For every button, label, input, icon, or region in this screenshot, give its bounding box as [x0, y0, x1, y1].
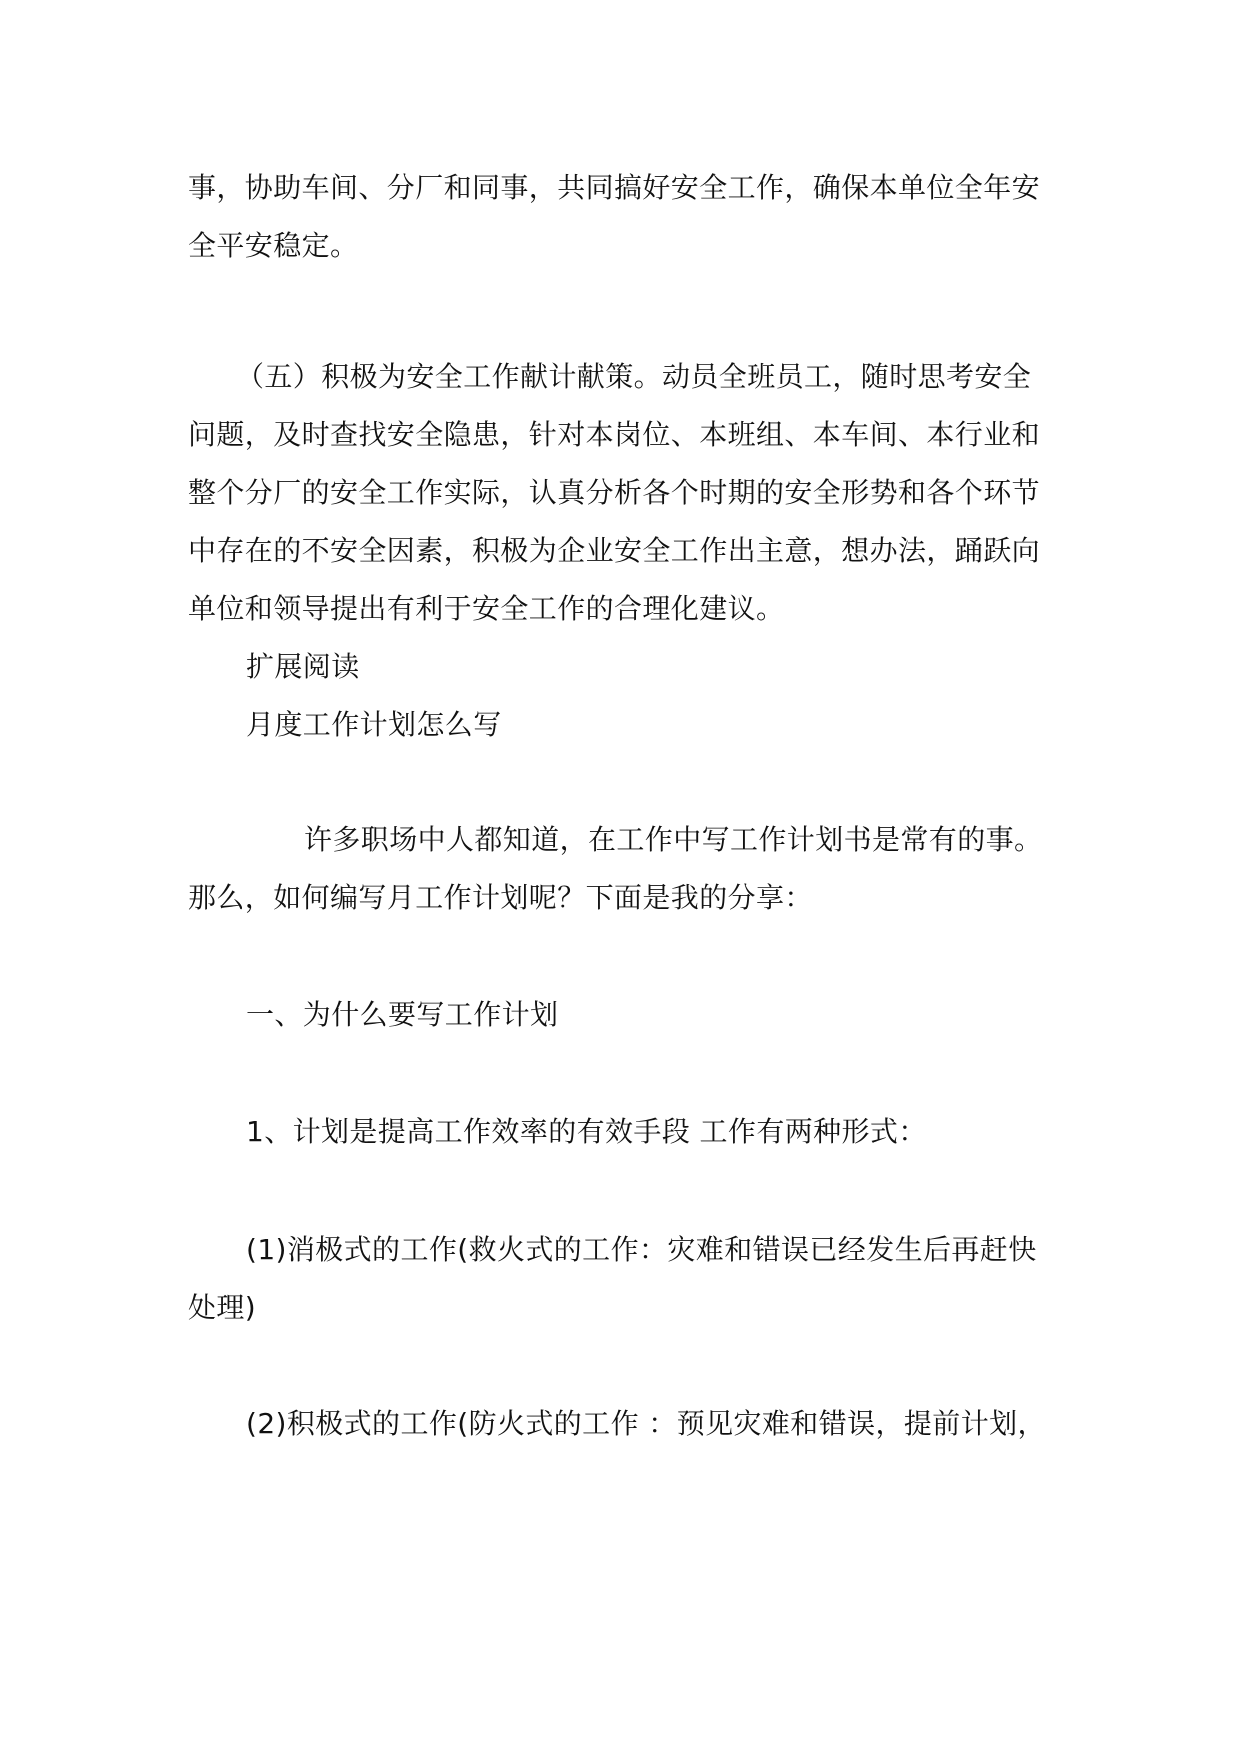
paragraph-line: 全平安稳定。 [188, 229, 359, 262]
paragraph-line: 单位和领导提出有利于安全工作的合理化建议。 [188, 592, 785, 625]
paragraph-line: 整个分厂的安全工作实际，认真分析各个时期的安全形势和各个环节 [188, 476, 1041, 509]
paragraph-line: 中存在的不安全因素，积极为企业安全工作出主意，想办法，踊跃向 [188, 534, 1041, 567]
paragraph-line: 处理) [188, 1291, 257, 1324]
paragraph-line: 那么，如何编写月工作计划呢？下面是我的分享： [188, 881, 813, 914]
section-heading: 一、为什么要写工作计划 [246, 998, 559, 1031]
paragraph-line: 许多职场中人都知道，在工作中写工作计划书是常有的事。 [304, 823, 1043, 856]
paragraph-line: (1)消极式的工作(救火式的工作：灾难和错误已经发生后再赶快 [246, 1233, 1037, 1266]
paragraph-line: 问题，及时查找安全隐患，针对本岗位、本班组、本车间、本行业和 [188, 418, 1041, 451]
paragraph-line: （五）积极为安全工作献计献策。动员全班员工，随时思考安全 [236, 360, 1032, 393]
article-title: 月度工作计划怎么写 [246, 708, 502, 741]
section-heading-extended-reading: 扩展阅读 [246, 650, 360, 683]
paragraph-line: 1、计划是提高工作效率的有效手段 工作有两种形式： [246, 1115, 927, 1148]
paragraph-line: (2)积极式的工作(防火式的工作 ：预见灾难和错误，提前计划， [246, 1407, 1046, 1440]
paragraph-line: 事，协助车间、分厂和同事，共同搞好安全工作，确保本单位全年安 [188, 171, 1041, 204]
